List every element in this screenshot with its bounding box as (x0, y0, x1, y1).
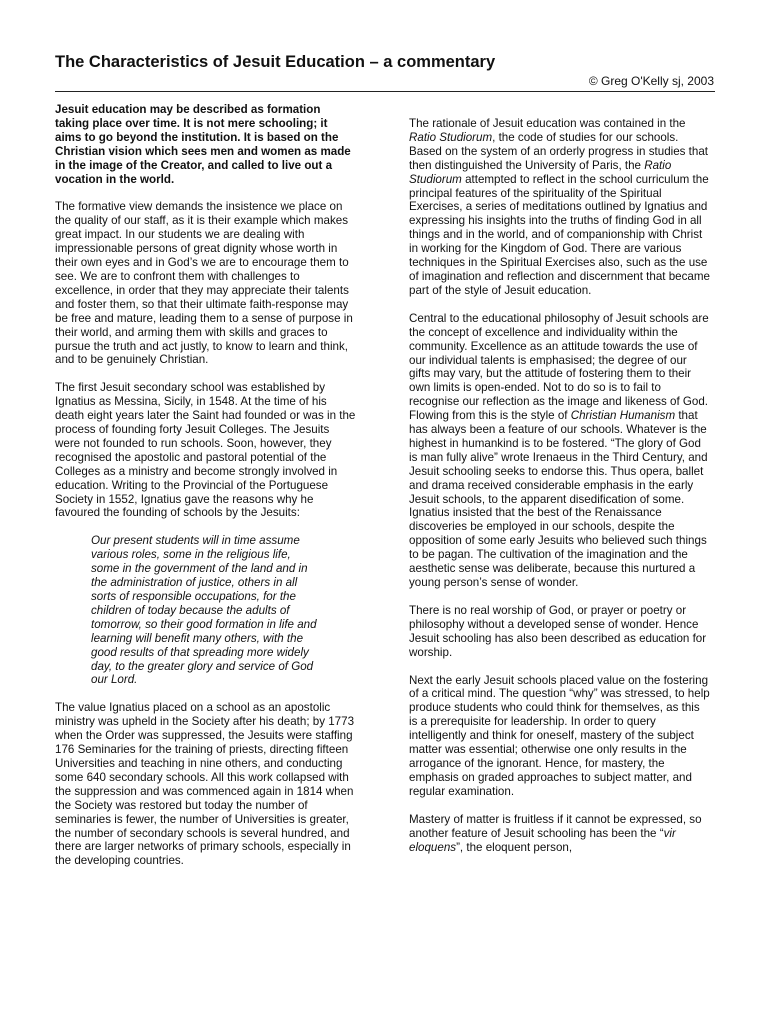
text-run: , the code of studies for our schools. Based on the system of an orderly progress in studies that then distinguished the University of Paris, the (409, 130, 709, 172)
paragraph-ratio-studiorum (409, 117, 711, 298)
document-title: The Characteristics of Jesuit Education – a commentary (55, 53, 496, 71)
text-run: attempted to reflect in the school curriculum the principal features of the spirituality of the Spiritual Exercises, a series of meditations outlined by Ignatius and expressing his insights into the truths of finding God in all things and in the world, and of companionship with Christ in working for the Kingdom of God. There are various techniques in the Spiritual Exercises also, such as the use of imagination and reflection and discernment that became part of the style of Jesuit education. (409, 172, 710, 297)
copyright-notice: © Greg O'Kelly sj, 2003 (588, 74, 714, 88)
text-run: ”, the eloquent person, (456, 840, 573, 854)
paragraph-first-school: The first Jesuit secondary school was established by Ignatius as Messina, Sicily, in 1548. At the time of his death eight years later the Saint had founded or was in the process of founding forty Jesuit Colleges. The Jesuits were not founded to run schools. Soon, however, they recognised the apostolic and pastoral potential of the Colleges as a ministry and become strongly involved in education. Writing to the Provincial of the Portuguese Society in 1552, Ignatius gave the reasons why he favoured the founding of schools by the Jesuits: (55, 381, 356, 520)
paragraph-formative-view: The formative view demands the insistence we place on the quality of our staff, as it is their example which makes great impact. In our students we are dealing with impressionable persons of great dignity whose worth in their own eyes and in God’s we are to encourage them to see. We are to confront them with challenges to excellence, in order that they may appreciate their talents and foster them, so that their ultimate faith-response may be free and mature, leading them to a sense of purpose in their world, and arming them with skills and graces to pursue the truth and act justly, to know to learn and think, and to be genuinely Christian. (55, 200, 353, 367)
paragraph-critical-mind: Next the early Jesuit schools placed value on the fostering of a critical mind. The question “why” was stressed, to help produce students who could think for themselves, as this is a prerequisite for leadership. In order to query intelligently and think for oneself, mastery of the subject matter was essential; otherwise one only results in the arrogance of the ignorant. Hence, for mastery, the emphasis on graded approaches to subject matter, and regular examination. (409, 673, 710, 798)
text-run: that has always been a feature of our schools. Whatever is the highest in humankind is to be fostered. “The glory of God is man fully alive” wrote Irenaeus in the Third Century, and Jesuit schooling seeks to endorse this. Thus opera, ballet and drama received considerable emphasis in the early Jesuit schools, to the apparent disedification of some. Ignatius insisted that the best of the Renaissance discoveries be employed in our schools, despite the opposition of some early Jesuits who believed such things to be pagan. The cultivation of the imagination and the aesthetic sense was deliberate, because this nurtured a young person’s sense of wonder. (409, 409, 708, 589)
paragraph-excellence (409, 312, 711, 590)
vir-eloquens-term: vir eloquens (409, 826, 676, 854)
text-run: Mastery of matter is fruitless if it cannot be expressed, so another feature of Jesuit schooling has been the “ (409, 812, 702, 840)
ignatius-quote: Our present students will in time assume various roles, some in the religious life, some in the government of the land and in the administration of justice, others in all sorts of responsible occupations, for the children of today because the adults of tomorrow, so their good formation in life and learning will benefit many others, with the good results of that spreading more widely day, to the greater glory and service of God our Lord. (91, 534, 317, 687)
lead-paragraph: Jesuit education may be described as formation taking place over time. It is not mere schooling; it aims to go beyond the institution. It is based on the Christian vision which sees men and women as made in the image of the Creator, and called to live out a vocation in the world. (55, 103, 351, 186)
paragraph-apostolic-ministry: The value Ignatius placed on a school as an apostolic ministry was upheld in the Society after his death; by 1773 when the Order was suppressed, the Jesuits were staffing 176 Seminaries for the training of priests, directing fifteen Universities and teaching in nine others, and conducting some 640 secondary schools. All this work collapsed with the suppression and was commenced again in 1814 when the Society was restored but today the number of seminaries is fewer, the number of Universities is greater, the number of secondary schools is several hundred, and there are larger networks of primary schools, especially in the developing countries. (55, 701, 355, 868)
ratio-studiorum-term: Ratio Studiorum (409, 130, 493, 144)
christian-humanism-term: Christian Humanism (570, 409, 676, 423)
text-run: Central to the educational philosophy of Jesuit schools are the concept of excellence and individuality within the community. Excellence as an attitude towards the use of our individual talents is emphasised; the degree of our gifts may vary, but the attitude of fostering them to their own limits is open-ended. Not to do so is to fail to recognise our reflection as the image and likeness of God. Flowing from this is the style of (409, 311, 709, 423)
left-column (55, 103, 357, 868)
title-rule (55, 91, 715, 92)
text-run: The rationale of Jesuit education was contained in the (409, 117, 686, 130)
paragraph-eloquence (409, 813, 711, 855)
paragraph-wonder: There is no real worship of God, or prayer or poetry or philosophy without a developed sense of wonder. Hence Jesuit schooling has also been described as education for worship. (409, 603, 707, 659)
ratio-studiorum-term: Ratio Studiorum (409, 158, 672, 186)
right-column (409, 117, 711, 854)
